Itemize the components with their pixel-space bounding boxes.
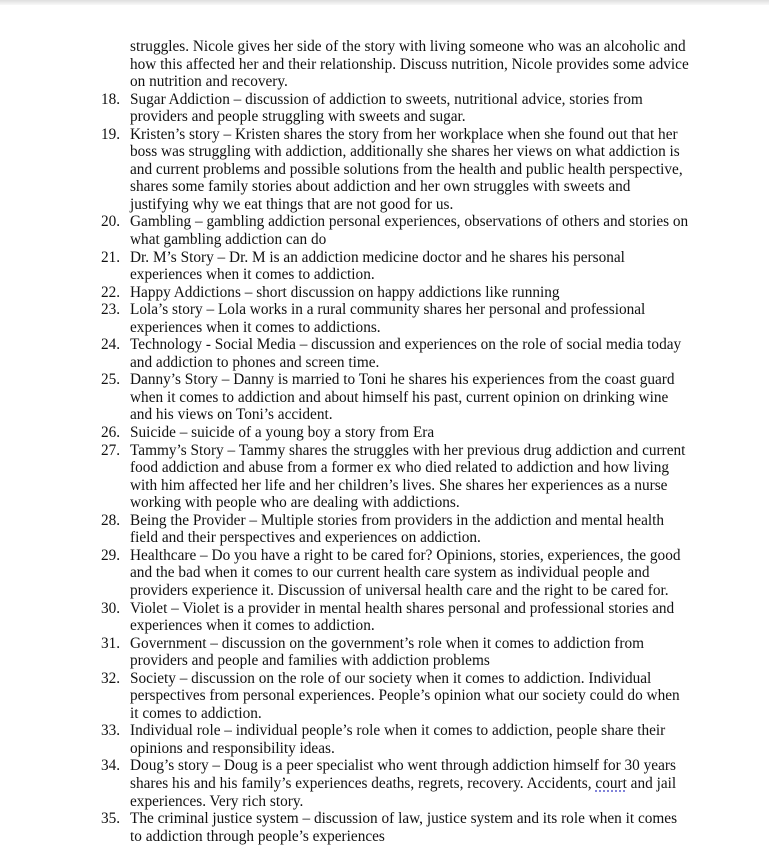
list-item: [101, 634, 689, 670]
list-item-text: Doug’s story – Doug is a peer specialist who went through addiction himself for 30 years shares his and his family’s experiences deaths, regrets, recovery. Accidents,: [130, 757, 676, 792]
list-item-number: 31.: [101, 634, 121, 652]
list-item-number: 24.: [101, 336, 121, 354]
list-item: [101, 213, 689, 249]
list-item-number: 33.: [101, 722, 121, 740]
list-item-text: Being the Provider – Multiple stories from providers in the addiction and mental health field and their perspectives and experiences on addiction.: [130, 511, 665, 547]
paragraph-continuation: struggles. Nicole gives her side of the story with living someone who was an alcoholic and how this affected her and their relationship. Discuss nutrition, Nicole provides some advice on nutrition and recovery.: [130, 38, 689, 91]
list-item: [101, 722, 689, 757]
list-item-number: 22.: [101, 283, 121, 301]
list-item-number: 21.: [101, 248, 121, 266]
list-item-number: 23.: [101, 301, 121, 319]
list-item-number: 25.: [101, 371, 121, 389]
list-item-text: Violet – Violet is a provider in mental health shares personal and professional stories and experiences when it comes to addiction.: [130, 599, 675, 635]
list-item-number: 34.: [101, 757, 121, 775]
list-item-number: 19.: [101, 125, 121, 143]
list-item-text: Kristen’s story – Kristen shares the story from her workplace when she found out that her boss was struggling with addiction, additionally she shares her views on what addiction is and current problems and possible solutions from the health and public health perspective, shares some family stories about addiction and her own struggles with sweets and justifying why we eat things that are not good for us.: [130, 125, 683, 213]
list-item-number: 28.: [101, 511, 121, 529]
list-item: [101, 757, 689, 810]
list-item-text-after: and jail experiences. Very rich story.: [130, 774, 677, 810]
list-item-text: Tammy’s Story – Tammy shares the struggles with her previous drug addiction and current food addiction and abuse from a former ex who died related to addiction and how living with him affected her life and her children’s lives. She shares her experiences as a nurse working with people who are dealing with addictions.: [130, 441, 686, 512]
list-item: [101, 301, 689, 336]
list-item-number: 18.: [101, 90, 121, 108]
list-item-number: 29.: [101, 546, 121, 564]
list-item-text: Lola’s story – Lola works in a rural community shares her personal and professional experiences when it comes to addictions.: [130, 301, 646, 336]
list-item: [101, 546, 689, 600]
list-item-text: Gambling – gambling addiction personal experiences, observations of others and stories on what gambling addiction can do: [130, 213, 689, 249]
list-item: [101, 336, 689, 371]
list-item-text: Sugar Addiction – discussion of addiction to sweets, nutritional advice, stories from providers and people struggling with sweets and sugar.: [130, 90, 643, 126]
list-item-number: 30.: [101, 599, 121, 617]
list-item: [101, 283, 689, 302]
list-item-number: 26.: [101, 424, 121, 442]
list-item: [101, 125, 689, 214]
list-item-text: Healthcare – Do you have a right to be cared for? Opinions, stories, experiences, the good and the bad when it comes to our current health care system as individual people and providers experience it. Discussion of universal health care and the right to be cared for.: [130, 546, 681, 599]
list-item-text: Individual role – individual people’s role when it comes to addiction, people share their opinions and responsibility ideas.: [130, 722, 666, 757]
list-item: [101, 441, 689, 512]
list-item-text: Danny’s Story – Danny is married to Toni he shares his experiences from the coast guard when it comes to addiction and about himself his past, current opinion on drinking wine and his views on Toni’s accident.: [130, 371, 675, 424]
list-item-text: Suicide – suicide of a young boy a story from Era: [130, 424, 435, 442]
list-item-text: The criminal justice system – discussion of law, justice system and its role when it comes to addiction through people’s experiences: [130, 810, 678, 845]
list-item: [101, 371, 689, 424]
list-item-number: 27.: [101, 441, 121, 459]
list-item: [101, 424, 689, 442]
list-item: [101, 90, 689, 126]
list-item-text: Dr. M’s Story – Dr. M is an addiction medicine doctor and he shares his personal experiences when it comes to addiction.: [130, 248, 625, 284]
numbered-list: [101, 90, 689, 846]
list-item-text: Technology - Social Media – discussion and experiences on the role of social media today and addiction to phones and screen time.: [130, 336, 682, 371]
list-item-number: 20.: [101, 213, 121, 231]
list-item-text: Happy Addictions – short discussion on happy addictions like running: [130, 283, 560, 301]
list-item-number: 32.: [101, 669, 121, 687]
list-item: [101, 511, 689, 547]
list-item: [101, 810, 689, 845]
grammar-flagged-word: court: [595, 774, 627, 792]
list-item-number: 35.: [101, 810, 121, 828]
list-item: [101, 248, 689, 284]
list-item-text: Government – discussion on the government’s role when it comes to addiction from providers and people and families with addiction problems: [130, 634, 645, 670]
list-item: [101, 669, 689, 723]
list-item: [101, 599, 689, 635]
list-item-text: Society – discussion on the role of our society when it comes to addiction. Individual perspectives from personal experiences. People’s opinion what our society could do when it comes to addiction.: [130, 669, 680, 722]
